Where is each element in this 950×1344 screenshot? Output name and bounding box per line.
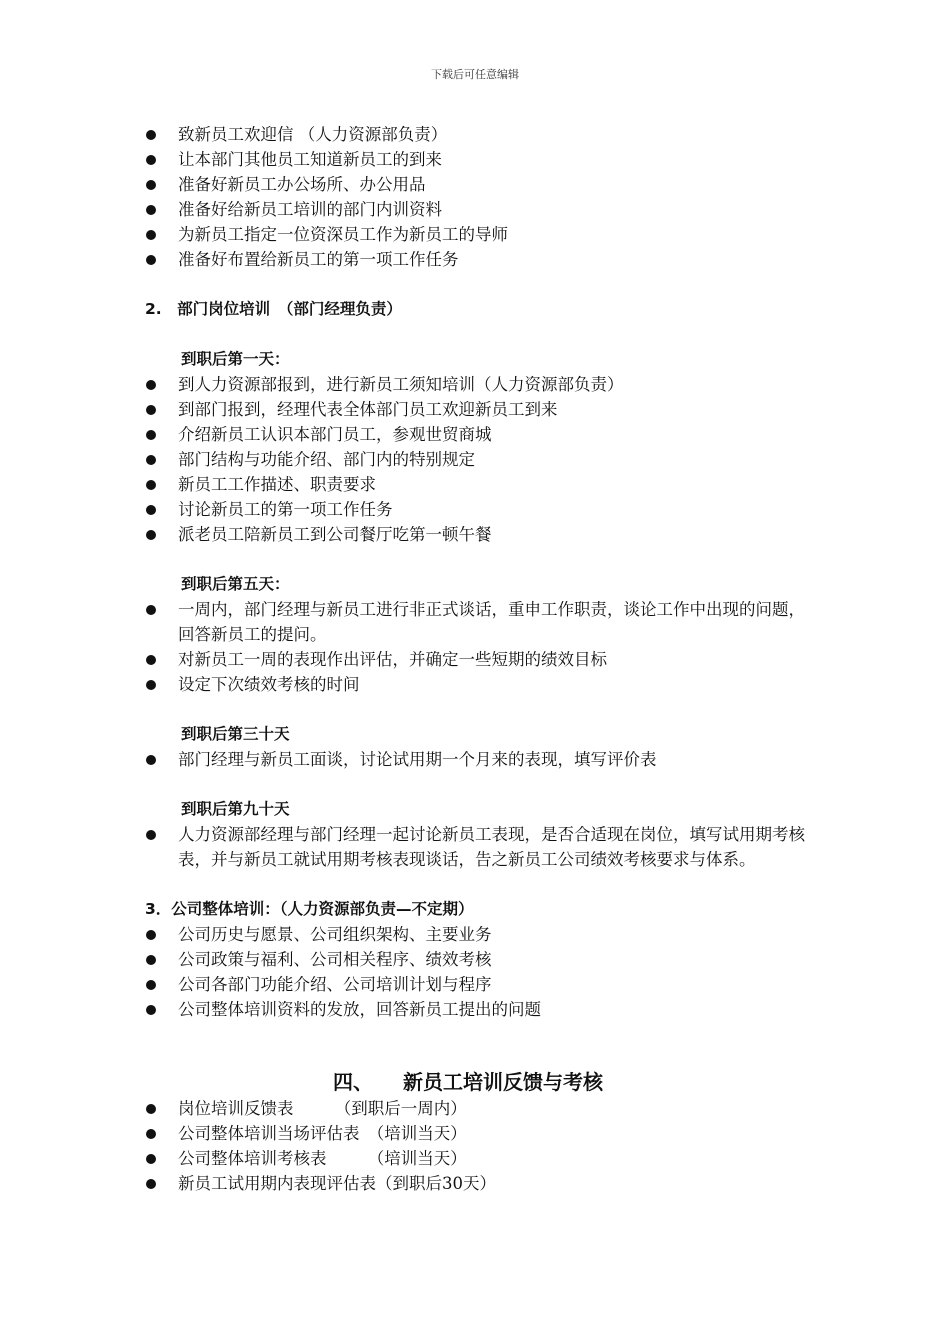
prep-list bbox=[145, 122, 815, 272]
bullet-icon bbox=[146, 605, 156, 615]
section4-list bbox=[145, 1096, 815, 1196]
bullet-icon bbox=[146, 1179, 156, 1189]
list-item: 部门经理与新员工面谈，讨论试用期一个月来的表现，填写评价表 bbox=[145, 747, 815, 772]
bullet-icon bbox=[146, 380, 156, 390]
day1-list bbox=[145, 372, 815, 547]
bullet-icon bbox=[146, 980, 156, 990]
list-item: 人力资源部经理与部门经理一起讨论新员工表现，是否合适现在岗位，填写试用期考核表，并与新员工就试用期考核表现谈话，告之新员工公司绩效考核要求与体系。 bbox=[145, 822, 815, 872]
list-item: 新员工试用期内表现评估表（到职后30天） bbox=[145, 1171, 815, 1196]
list-item: 设定下次绩效考核的时间 bbox=[145, 672, 815, 697]
list-item: 让本部门其他员工知道新员工的到来 bbox=[145, 147, 815, 172]
list-item: 准备好新员工办公场所、办公用品 bbox=[145, 172, 815, 197]
bullet-icon bbox=[146, 1154, 156, 1164]
list-item: 公司整体培训当场评估表 （培训当天） bbox=[145, 1121, 815, 1146]
bullet-icon bbox=[146, 1005, 156, 1015]
day5-list bbox=[145, 597, 815, 697]
bullet-icon bbox=[146, 930, 156, 940]
list-item: 致新员工欢迎信 （人力资源部负责） bbox=[145, 122, 815, 147]
bullet-icon bbox=[146, 680, 156, 690]
bullet-icon bbox=[146, 405, 156, 415]
list-item: 到部门报到，经理代表全体部门员工欢迎新员工到来 bbox=[145, 397, 815, 422]
day90-list bbox=[145, 822, 815, 872]
list-item: 派老员工陪新员工到公司餐厅吃第一顿午餐 bbox=[145, 522, 815, 547]
list-item: 介绍新员工认识本部门员工，参观世贸商城 bbox=[145, 422, 815, 447]
list-item: 部门结构与功能介绍、部门内的特别规定 bbox=[145, 447, 815, 472]
list-item: 到人力资源部报到，进行新员工须知培训（人力资源部负责） bbox=[145, 372, 815, 397]
bullet-icon bbox=[146, 430, 156, 440]
section-4-number: 四、 bbox=[333, 1070, 373, 1094]
day5-title: 到职后第五天： bbox=[181, 575, 290, 593]
page-header: 下载后可任意编辑 bbox=[431, 68, 519, 81]
bullet-icon bbox=[146, 1129, 156, 1139]
list-item: 公司政策与福利、公司相关程序、绩效考核 bbox=[145, 947, 815, 972]
list-item: 为新员工指定一位资深员工作为新员工的导师 bbox=[145, 222, 815, 247]
list-item: 讨论新员工的第一项工作任务 bbox=[145, 497, 815, 522]
list-item: 公司历史与愿景、公司组织架构、主要业务 bbox=[145, 922, 815, 947]
list-item: 准备好给新员工培训的部门内训资料 bbox=[145, 197, 815, 222]
list-item: 公司整体培训资料的发放，回答新员工提出的问题 bbox=[145, 997, 815, 1022]
list-item: 公司各部门功能介绍、公司培训计划与程序 bbox=[145, 972, 815, 997]
day90-title: 到职后第九十天 bbox=[181, 800, 290, 818]
bullet-icon bbox=[146, 480, 156, 490]
bullet-icon bbox=[146, 955, 156, 965]
day30-title: 到职后第三十天 bbox=[181, 725, 290, 743]
section3-list bbox=[145, 922, 815, 1022]
bullet-icon bbox=[146, 130, 156, 140]
list-item: 公司整体培训考核表 （培训当天） bbox=[145, 1146, 815, 1171]
day30-list bbox=[145, 747, 815, 772]
section-4-title: 新员工培训反馈与考核 bbox=[403, 1070, 603, 1094]
bullet-icon bbox=[146, 255, 156, 265]
list-item: 对新员工一周的表现作出评估，并确定一些短期的绩效目标 bbox=[145, 647, 815, 672]
list-item: 准备好布置给新员工的第一项工作任务 bbox=[145, 247, 815, 272]
section-2-title: 2. 部门岗位培训 （部门经理负责） bbox=[145, 300, 402, 318]
section-3-title: 3．公司整体培训：（人力资源部负责—不定期） bbox=[145, 900, 474, 918]
bullet-icon bbox=[146, 205, 156, 215]
bullet-icon bbox=[146, 505, 156, 515]
bullet-icon bbox=[146, 1104, 156, 1114]
bullet-icon bbox=[146, 180, 156, 190]
document-body bbox=[145, 122, 815, 1196]
day1-title: 到职后第一天： bbox=[181, 350, 290, 368]
bullet-icon bbox=[146, 155, 156, 165]
bullet-icon bbox=[146, 530, 156, 540]
bullet-icon bbox=[146, 655, 156, 665]
bullet-icon bbox=[146, 455, 156, 465]
list-item: 新员工工作描述、职责要求 bbox=[145, 472, 815, 497]
list-item: 一周内，部门经理与新员工进行非正式谈话，重申工作职责，谈论工作中出现的问题，回答新员工的提问。 bbox=[145, 597, 815, 647]
section-4-heading bbox=[145, 1068, 815, 1096]
bullet-icon bbox=[146, 230, 156, 240]
bullet-icon bbox=[146, 755, 156, 765]
list-item: 岗位培训反馈表 （到职后一周内） bbox=[145, 1096, 815, 1121]
bullet-icon bbox=[146, 830, 156, 840]
